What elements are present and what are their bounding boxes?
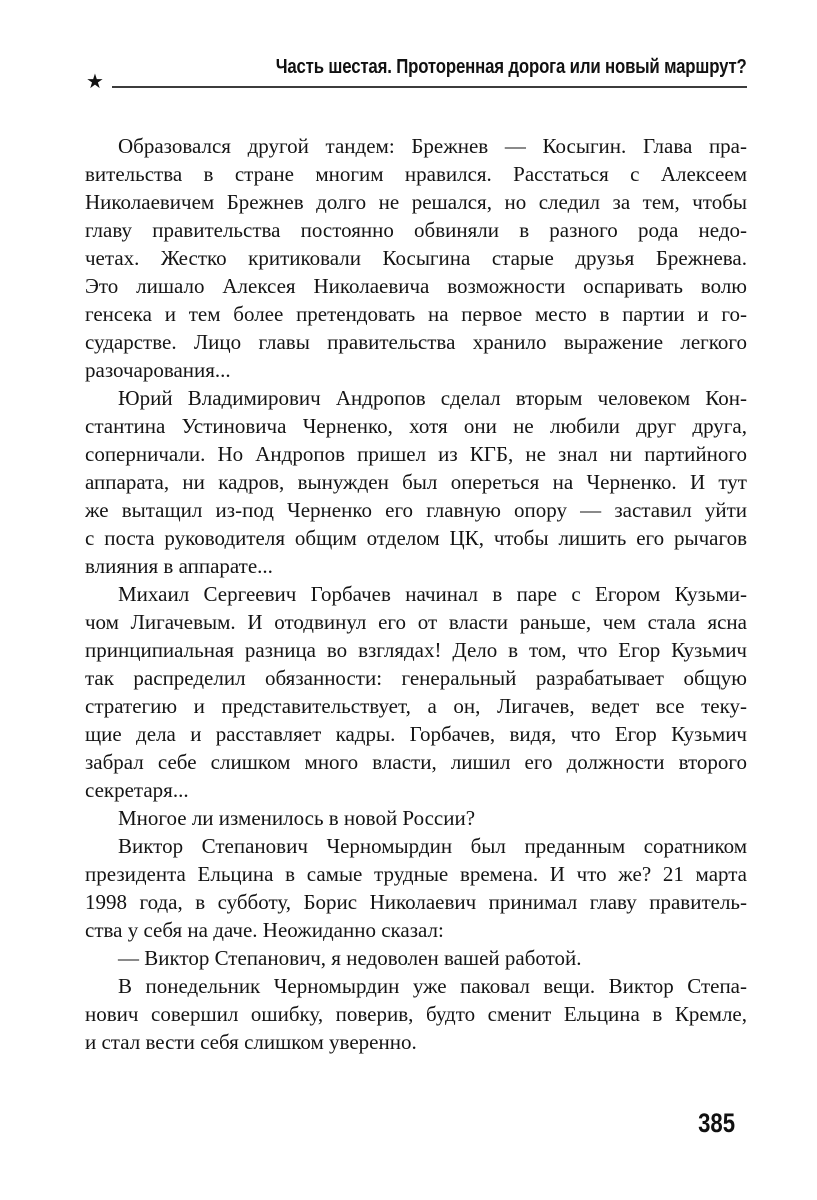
text-line: президента Ельцина в самые трудные времена. И что же? 21 марта xyxy=(85,862,747,886)
text-line: четах. Жестко критиковали Косыгина старые друзья Брежнева. xyxy=(85,246,747,270)
text-line: вительства в стране многим нравился. Расстаться с Алексеем xyxy=(85,162,747,186)
text-line: так распределил обязанности: генеральный разрабатывает общую xyxy=(85,666,747,690)
text-line: соперничали. Но Андропов пришел из КГБ, не знал ни партийного xyxy=(85,442,747,466)
text-line: 1998 года, в субботу, Борис Николаевич принимал главу правитель- xyxy=(85,890,747,914)
page-number: 385 xyxy=(698,1108,735,1138)
text-line: забрал себе слишком много власти, лишил его должности второго xyxy=(85,750,747,774)
header-rule-line xyxy=(112,86,747,88)
text-line: генсека и тем более претендовать на первое место в партии и го- xyxy=(85,302,747,326)
text-line: Многое ли изменилось в новой России? xyxy=(118,806,476,830)
text-line: стратегию и представительствует, а он, Лигачев, ведет все теку- xyxy=(85,694,747,718)
text-line: щие дела и расставляет кадры. Горбачев, видя, что Егор Кузьмич xyxy=(85,722,747,746)
text-line: секретаря... xyxy=(85,778,189,802)
text-line: аппарата, ни кадров, вынужден был опереться на Черненко. И тут xyxy=(85,470,747,494)
page-body-text xyxy=(85,132,747,1056)
text-line: Юрий Владимирович Андропов сделал вторым человеком Кон- xyxy=(118,386,747,410)
text-line: же вытащил из-под Черненко его главную опору — заставил уйти xyxy=(85,498,747,522)
text-line: — Виктор Степанович, я недоволен вашей работой. xyxy=(118,946,582,970)
running-header-title: Часть шестая. Проторенная дорога или новый маршрут? xyxy=(276,56,747,78)
text-line: главу правительства постоянно обвиняли в разного рода недо- xyxy=(85,218,747,242)
text-line: Образовался другой тандем: Брежнев — Косыгин. Глава пра- xyxy=(118,134,747,158)
text-line: Это лишало Алексея Николаевича возможности оспаривать волю xyxy=(85,274,747,298)
text-line: сударстве. Лицо главы правительства хранило выражение легкого xyxy=(85,330,747,354)
star-ornament-icon: ★ xyxy=(86,71,104,93)
text-line: нович совершил ошибку, поверив, будто сменит Ельцина в Кремле, xyxy=(85,1002,747,1026)
text-line: разочарования... xyxy=(85,358,231,382)
text-line: принципиальная разница во взглядах! Дело в том, что Егор Кузьмич xyxy=(85,638,747,662)
text-line: Виктор Степанович Черномырдин был преданным соратником xyxy=(118,834,747,858)
text-line: Михаил Сергеевич Горбачев начинал в паре с Егором Кузьми- xyxy=(118,582,747,606)
text-line: влияния в аппарате... xyxy=(85,554,273,578)
text-line: В понедельник Черномырдин уже паковал вещи. Виктор Степа- xyxy=(118,974,747,998)
text-line: Николаевичем Брежнев долго не решался, но следил за тем, чтобы xyxy=(85,190,747,214)
text-line: с поста руководителя общим отделом ЦК, чтобы лишить его рычагов xyxy=(85,526,747,550)
text-line: и стал вести себя слишком уверенно. xyxy=(85,1030,417,1054)
text-line: чом Лигачевым. И отодвинул его от власти раньше, чем стала ясна xyxy=(85,610,747,634)
text-line: ства у себя на даче. Неожиданно сказал: xyxy=(85,918,444,942)
text-line: стантина Устиновича Черненко, хотя они не любили друг друга, xyxy=(85,414,747,438)
